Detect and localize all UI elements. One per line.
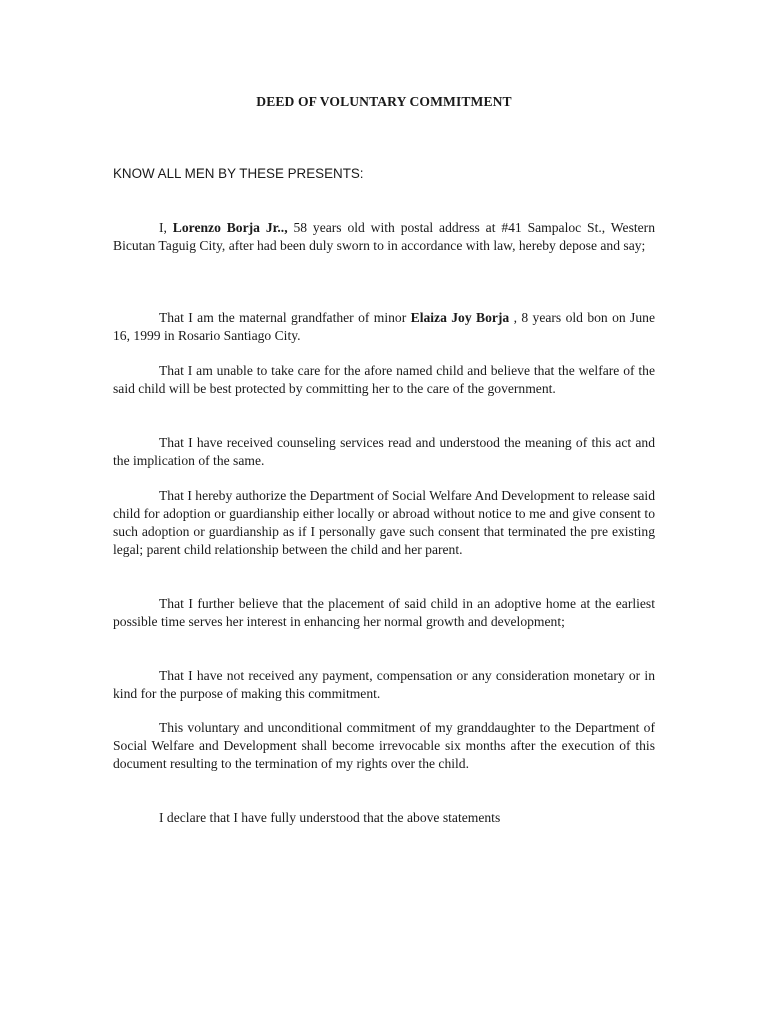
paragraph-authorization: That I hereby authorize the Department of Social Welfare And Development to release said child for adoption or guardianship either locally or abroad without notice to me and give consent to such adoption or guardianship as if I personally gave such consent that terminated the pre existing legal; parent child relationship between the child and her parent. xyxy=(113,488,655,557)
affiant-intro: I, xyxy=(159,220,173,235)
relationship-intro: That I am the maternal grandfather of minor xyxy=(159,310,411,325)
preamble: KNOW ALL MEN BY THESE PRESENTS: xyxy=(113,166,364,181)
paragraph-relationship xyxy=(113,309,655,345)
paragraph-declaration: I declare that I have fully understood that the above statements xyxy=(159,810,501,825)
paragraph-counseling: That I have received counseling services read and understood the meaning of this act and the implication of the same. xyxy=(113,435,655,468)
paragraph-no-payment: That I have not received any payment, compensation or any consideration monetary or in kind for the purpose of making this commitment. xyxy=(113,668,655,701)
affiant-details: 58 years old with postal address at #41 Sampaloc St., Western Bicutan Taguig City, after had been duly sworn to in accordance with law, hereby depose and say; xyxy=(113,220,656,253)
paragraph-affiant xyxy=(113,219,655,255)
paragraph-irrevocable: This voluntary and unconditional commitment of my granddaughter to the Department of Social Welfare and Development shall become irrevocable six months after the execution of this document resulting to the termination of my rights over the child. xyxy=(113,720,655,771)
paragraph-placement: That I further believe that the placement of said child in an adoptive home at the earliest possible time serves her interest in enhancing her normal growth and development; xyxy=(113,596,655,629)
paragraph-inability: That I am unable to take care for the afore named child and believe that the welfare of the said child will be best protected by committing her to the care of the government. xyxy=(113,363,655,396)
minor-name: Elaiza Joy Borja xyxy=(410,310,510,325)
document-title: DEED OF VOLUNTARY COMMITMENT xyxy=(256,94,512,109)
affiant-name: Lorenzo Borja Jr.., xyxy=(172,220,288,235)
minor-details: , 8 years old bon on June 16, 1999 in Rosario Santiago City. xyxy=(113,310,655,343)
